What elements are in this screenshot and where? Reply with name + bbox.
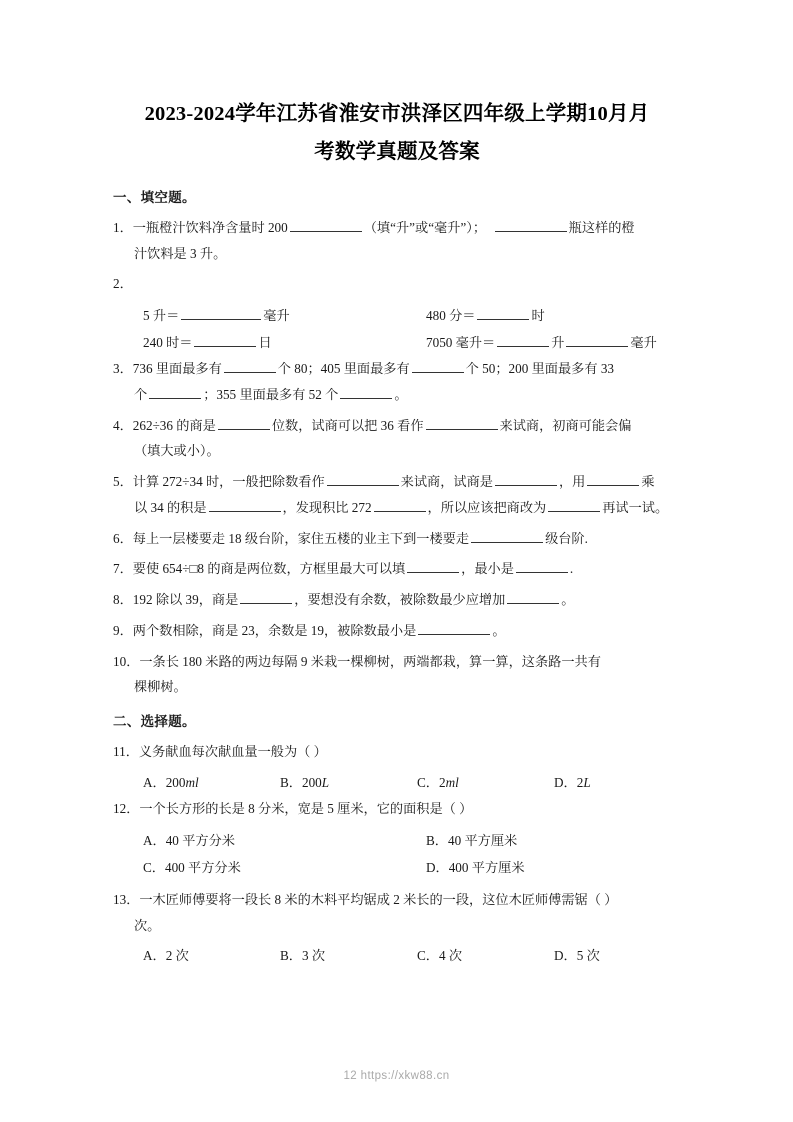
question-11-stem: 义务献血每次献血量一般为（ ） [138, 743, 327, 759]
option-d[interactable]: D．5 次 [554, 948, 600, 964]
question-12-number: 12． [113, 801, 140, 817]
question-8-text-a: 192 除以 39，商是 [132, 592, 239, 608]
answer-blank[interactable] [181, 306, 261, 320]
question-12-options-row-2 [113, 854, 681, 881]
question-5-text-b: 来试商，试商是 [400, 474, 493, 490]
answer-blank[interactable] [497, 333, 549, 347]
page-title-line-2: 考数学真题及答案 [314, 140, 480, 163]
page-title [113, 96, 681, 172]
question-6 [113, 526, 681, 552]
option-d[interactable] [554, 770, 691, 796]
conversion-cell [426, 329, 709, 356]
question-3-text-e: ；355 里面最多有 52 个 [203, 386, 339, 402]
question-9-text-b: 。 [492, 622, 506, 638]
question-4-number: 4． [113, 417, 133, 433]
conv-post: 毫升 [263, 308, 290, 324]
answer-blank[interactable] [516, 559, 568, 573]
answer-blank[interactable] [548, 498, 600, 512]
question-5-text-g: ，所以应该把商改为 [427, 499, 547, 515]
option-b[interactable]: B．3 次 [280, 948, 326, 964]
option-d[interactable]: D．400 平方厘米 [426, 859, 525, 875]
question-1-text-d: 汁饮料是 3 升。 [134, 245, 227, 261]
answer-blank[interactable] [290, 218, 362, 232]
question-13-number: 13． [113, 891, 140, 907]
answer-blank[interactable] [471, 528, 543, 542]
question-3 [113, 356, 681, 407]
question-1-number: 1． [113, 219, 133, 235]
question-11 [113, 739, 681, 765]
question-7-text-b: ，最小是 [461, 561, 514, 577]
question-10-number: 10． [113, 653, 140, 669]
question-10-text-a: 一条长 180 米路的两边每隔 9 米栽一棵柳树，两端都栽，算一算，这条路一共有 [139, 653, 601, 669]
option-c-label: C．2 [417, 774, 446, 790]
answer-blank[interactable] [209, 498, 281, 512]
option-d-label: D．2 [554, 774, 584, 790]
conversion-row [143, 329, 681, 356]
question-1-text-c: 瓶这样的橙 [568, 219, 635, 235]
option-c-unit: ml [445, 774, 459, 790]
question-5 [113, 469, 681, 520]
question-4-text-b: 位数，试商可以把 36 看作 [271, 417, 424, 433]
question-3-text-c: 个 50；200 里面最多有 33 [465, 361, 615, 377]
question-13 [113, 887, 681, 938]
question-8-number: 8． [113, 592, 133, 608]
conv-pre: 5 升＝ [143, 308, 180, 324]
question-2 [113, 271, 681, 297]
answer-blank[interactable] [587, 472, 639, 486]
question-7-number: 7． [113, 561, 133, 577]
conversion-cell [426, 302, 709, 329]
answer-blank[interactable] [224, 359, 276, 373]
question-5-text-h: 再试一试。 [602, 499, 669, 515]
answer-blank[interactable] [495, 218, 567, 232]
question-5-text-a: 计算 272÷34 时，一般把除数看作 [132, 474, 325, 490]
answer-blank[interactable] [194, 333, 256, 347]
option-c[interactable]: C．4 次 [417, 948, 463, 964]
question-9 [113, 618, 681, 644]
question-4-text-d: （填大或小）。 [134, 443, 220, 459]
option-b-label: B．200 [280, 774, 322, 790]
conv-pre: 240 时＝ [143, 335, 193, 351]
question-6-text-a: 每上一层楼要走 18 级台阶，家住五楼的业主下到一楼要走 [132, 530, 470, 546]
question-3-text-f: 。 [394, 386, 408, 402]
answer-blank[interactable] [149, 385, 201, 399]
answer-blank[interactable] [418, 621, 490, 635]
question-3-text-b: 个 80；405 里面最多有 [277, 361, 410, 377]
section-heading-multiple-choice: 二、选择题。 [113, 713, 196, 729]
option-c[interactable] [417, 770, 554, 796]
conv-pre: 480 分＝ [426, 308, 476, 324]
question-10-text-b: 棵柳树。 [134, 679, 187, 695]
question-12 [113, 796, 681, 822]
question-9-text-a: 两个数相除，商是 23，余数是 19，被除数最小是 [132, 622, 417, 638]
question-7-text-c: . [569, 561, 574, 577]
answer-blank[interactable] [412, 359, 464, 373]
conversion-cell [143, 329, 426, 356]
question-12-stem: 一个长方形的长是 8 分米，宽是 5 厘米，它的面积是（ ） [139, 801, 473, 817]
question-4-text-a: 262÷36 的商是 [132, 417, 216, 433]
option-b[interactable]: B．40 平方厘米 [426, 832, 518, 848]
question-11-number: 11． [113, 743, 139, 759]
document-content [113, 96, 681, 970]
question-10 [113, 649, 681, 700]
question-12-options-row-1 [113, 827, 681, 854]
question-5-text-c: ，用 [558, 474, 586, 490]
option-a[interactable] [143, 770, 280, 796]
answer-blank[interactable] [477, 306, 529, 320]
conversion-cell [143, 302, 426, 329]
question-3-text-a: 736 里面最多有 [132, 361, 222, 377]
question-4 [113, 413, 681, 464]
question-6-text-b: 级台阶. [545, 530, 588, 546]
question-4-text-c: 来试商，初商可能会偏 [499, 417, 632, 433]
answer-blank[interactable] [566, 333, 628, 347]
conv-post: 时 [531, 308, 545, 324]
answer-blank[interactable] [495, 472, 557, 486]
question-9-number: 9． [113, 622, 133, 638]
answer-blank[interactable] [407, 559, 459, 573]
question-5-text-d: 乘 [641, 474, 655, 490]
option-d-unit: L [583, 774, 591, 790]
question-5-text-e: 以 34 的积是 [134, 499, 207, 515]
question-11-options [113, 770, 681, 796]
question-3-text-d: 个 [134, 386, 148, 402]
option-a[interactable]: A．40 平方分米 [143, 832, 235, 848]
answer-blank[interactable] [327, 472, 399, 486]
question-6-number: 6． [113, 530, 133, 546]
question-3-number: 3． [113, 361, 133, 377]
question-1-text-a: 一瓶橙汁饮料净含量时 200 [132, 219, 288, 235]
conv-post: 日 [258, 335, 272, 351]
question-8-text-b: ，要想没有余数，被除数最少应增加 [294, 592, 506, 608]
conv-pre: 7050 毫升＝ [426, 335, 496, 351]
question-7-text-a: 要使 654÷□8 的商是两位数，方框里最大可以填 [132, 561, 406, 577]
answer-blank[interactable] [340, 385, 392, 399]
option-b-unit: L [321, 774, 330, 790]
question-1 [113, 215, 681, 266]
question-8-text-c: 。 [561, 592, 575, 608]
question-1-text-b: （填“升”或“毫升”）； [363, 219, 487, 235]
option-a[interactable]: A．2 次 [143, 948, 189, 964]
option-c[interactable]: C．400 平方分米 [143, 859, 241, 875]
question-5-text-f: ，发现积比 272 [282, 499, 372, 515]
answer-blank[interactable] [240, 590, 292, 604]
question-13-options [113, 943, 681, 969]
answer-blank[interactable] [374, 498, 426, 512]
section-heading-fill-in-blank: 一、填空题。 [113, 189, 196, 205]
question-2-conversion-grid [113, 302, 681, 356]
option-a-unit: ml [185, 774, 199, 790]
question-8 [113, 587, 681, 613]
conv-mid: 升 [551, 335, 565, 351]
question-5-number: 5． [113, 474, 133, 490]
question-2-number: 2． [113, 276, 133, 292]
conv-post: 毫升 [630, 335, 657, 351]
question-7 [113, 556, 681, 582]
answer-blank[interactable] [426, 415, 498, 429]
question-13-stem-line-1: 一木匠师傅要将一段长 8 米的木料平均锯成 2 米长的一段，这位木匠师傅需锯（ ） [139, 891, 618, 907]
answer-blank[interactable] [507, 590, 559, 604]
question-13-stem-line-2: 次。 [134, 917, 161, 933]
option-a-label: A．200 [143, 774, 186, 790]
page-title-line-1: 2023-2024学年江苏省淮安市洪泽区四年级上学期10月月 [144, 103, 650, 125]
answer-blank[interactable] [218, 415, 270, 429]
conversion-row [143, 302, 681, 329]
page-footer: 12 https://xkw88.cn [343, 1070, 450, 1082]
option-b[interactable] [280, 770, 417, 796]
